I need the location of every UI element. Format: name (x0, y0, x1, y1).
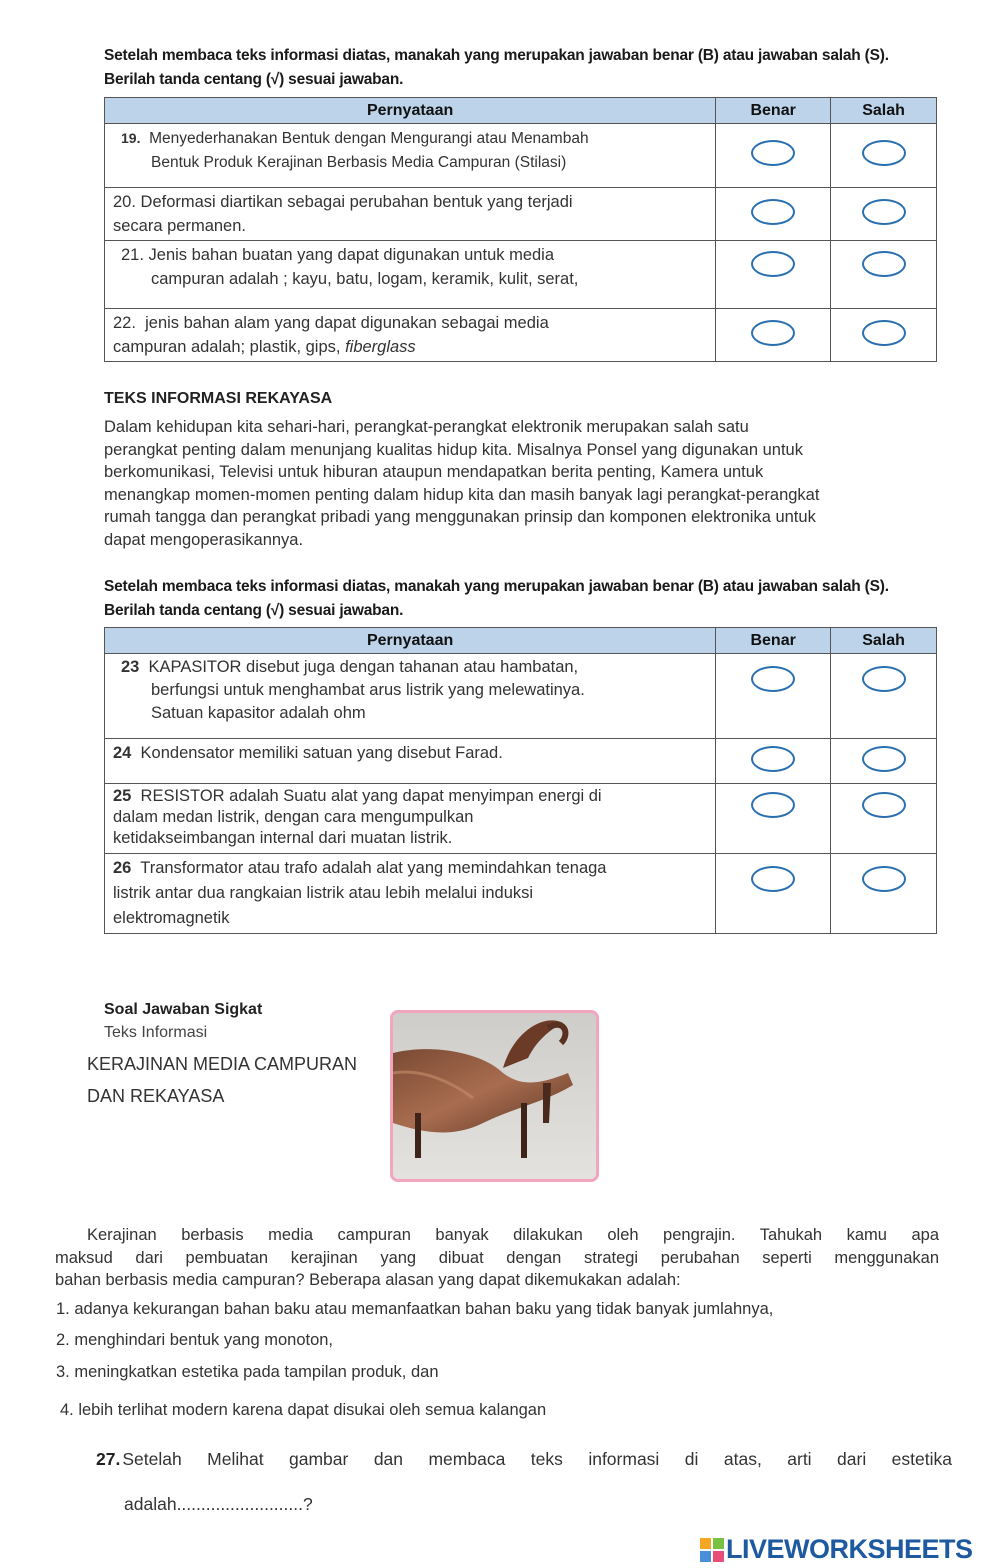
header-false: Salah (831, 98, 937, 124)
option-cell (831, 784, 937, 854)
liveworksheets-logo (700, 1534, 973, 1565)
reason-item: 4. lebih terlihat modern karena dapat disukai oleh semua kalangan (60, 1401, 547, 1419)
statement-23 (105, 654, 716, 739)
instruction-2-line2: Berilah tanda centang (√) sesuai jawaban. (104, 602, 404, 619)
question-27-line2 (124, 1494, 313, 1515)
question-27 (96, 1449, 952, 1470)
answer-salah-26[interactable] (862, 866, 906, 892)
rekayasa-paragraph (104, 416, 964, 551)
body-paragraph (55, 1224, 939, 1292)
reason-item: 2. menghindari bentuk yang monoton, (56, 1331, 334, 1349)
statement-line: campuran adalah ; kayu, batu, logam, keramik, kulit, serat, (151, 270, 579, 288)
row-number: 25 (113, 787, 132, 805)
answer-benar-25[interactable] (751, 792, 795, 818)
answer-benar-19[interactable] (751, 140, 795, 166)
table-header (105, 628, 937, 654)
statement-line: Transformator atau trafo adalah alat yang memindahkan tenaga (140, 859, 607, 877)
option-cell (716, 784, 831, 854)
statement-line: Jenis bahan buatan yang dapat digunakan untuk media (148, 246, 555, 264)
table-row (105, 309, 937, 362)
craft-illustration (393, 1013, 596, 1179)
header-statement: Pernyataan (105, 628, 716, 654)
logo-icon (700, 1538, 724, 1562)
statement-line: RESISTOR adalah Suatu alat yang dapat menyimpan energi di (140, 787, 602, 805)
true-false-table-2 (104, 627, 937, 934)
option-cell (716, 739, 831, 784)
table-header (105, 98, 937, 124)
statement-22 (105, 309, 716, 362)
statement-line: campuran adalah; plastik, gips, (113, 338, 346, 356)
answer-benar-24[interactable] (751, 746, 795, 772)
table-row (105, 124, 937, 188)
statement-line: berfungsi untuk menghambat arus listrik yang melewatinya. (151, 681, 585, 699)
answer-salah-25[interactable] (862, 792, 906, 818)
short-answer-title: Soal Jawaban Sigkat (104, 1001, 263, 1018)
craft-photo (390, 1010, 599, 1182)
table-row (105, 241, 937, 309)
statement-19 (105, 124, 716, 188)
paragraph-line: rumah tangga dan perangkat pribadi yang menggunakan prinsip dan komponen elektronika untuk (104, 508, 816, 526)
paragraph-line: Kerajinan berbasis media campuran banyak dilakukan oleh pengrajin. Tahukah kamu apa (87, 1226, 939, 1244)
statement-line: dalam medan listrik, dengan cara mengumpulkan (113, 808, 474, 826)
answer-benar-23[interactable] (751, 666, 795, 692)
paragraph-line: berkomunikasi, Televisi untuk hiburan ataupun mendapatkan berita penting, Kamera untuk (104, 463, 764, 481)
row-number: 21. (121, 246, 144, 264)
statement-line: Kondensator memiliki satuan yang disebut Farad. (140, 744, 503, 762)
header-statement: Pernyataan (105, 98, 716, 124)
question-text: Setelah Melihat gambar dan membaca teks informasi di atas, arti dari estetika (122, 1449, 952, 1469)
reason-item: 1. adanya kekurangan bahan baku atau memanfaatkan bahan baku yang tidak banyak jumlahnya, (56, 1300, 774, 1318)
row-number: 24 (113, 744, 132, 762)
instruction-2-line1: Setelah membaca teks informasi diatas, manakah yang merupakan jawaban benar (B) atau jawaban salah (S). (104, 578, 889, 595)
option-cell (831, 309, 937, 362)
table-row (105, 654, 937, 739)
statement-26 (105, 854, 716, 934)
answer-benar-20[interactable] (751, 199, 795, 225)
answer-salah-22[interactable] (862, 320, 906, 346)
answer-salah-23[interactable] (862, 666, 906, 692)
statement-24 (105, 739, 716, 784)
statement-line: jenis bahan alam yang dapat digunakan sebagai media (145, 314, 549, 332)
statement-line: elektromagnetik (113, 909, 230, 927)
short-answer-subtitle: Teks Informasi (104, 1024, 208, 1041)
statement-25 (105, 784, 716, 854)
statement-line: Deformasi diartikan sebagai perubahan bentuk yang terjadi (140, 193, 573, 211)
answer-benar-21[interactable] (751, 251, 795, 277)
table-row (105, 188, 937, 241)
instruction-1-line2: Berilah tanda centang (√) sesuai jawaban. (104, 71, 404, 88)
answer-benar-26[interactable] (751, 866, 795, 892)
option-cell (716, 124, 831, 188)
row-number: 22. (113, 314, 136, 332)
option-cell (831, 188, 937, 241)
option-cell (716, 188, 831, 241)
statement-line: Menyederhanakan Bentuk dengan Mengurangi atau Menambah (149, 130, 589, 147)
statement-line: listrik antar dua rangkaian listrik atau lebih melalui induksi (113, 884, 534, 902)
rekayasa-heading: TEKS INFORMASI REKAYASA (104, 390, 333, 407)
option-cell (716, 654, 831, 739)
instruction-2 (104, 575, 954, 623)
table-row (105, 784, 937, 854)
paragraph-line: maksud dari pembuatan kerajinan yang dibuat dengan strategi perubahan seperti menggunakan (55, 1248, 939, 1267)
statement-20 (105, 188, 716, 241)
answer-salah-20[interactable] (862, 199, 906, 225)
row-number: 19. (121, 130, 141, 146)
answer-salah-24[interactable] (862, 746, 906, 772)
table-row (105, 854, 937, 934)
header-false: Salah (831, 628, 937, 654)
true-false-table-1 (104, 97, 937, 362)
question-number: 27. (96, 1449, 121, 1469)
statement-21 (105, 241, 716, 309)
table-row (105, 739, 937, 784)
topic-title (87, 1048, 357, 1112)
paragraph-line: Dalam kehidupan kita sehari-hari, perangkat-perangkat elektronik merupakan salah satu (104, 418, 749, 436)
paragraph-line: perangkat penting dalam menunjang kualitas hidup kita. Misalnya Ponsel yang digunakan untuk (104, 440, 803, 459)
paragraph-line: dapat mengoperasikannya. (104, 530, 304, 549)
italic-term: fiberglass (345, 338, 416, 356)
answer-blank[interactable]: .......................... (176, 1494, 303, 1514)
statement-line: secara permanen. (113, 217, 246, 235)
option-cell (831, 739, 937, 784)
option-cell (831, 854, 937, 934)
option-cell (716, 854, 831, 934)
header-true: Benar (716, 628, 831, 654)
answer-benar-22[interactable] (751, 320, 795, 346)
row-number: 23 (121, 658, 140, 676)
row-number: 20. (113, 193, 136, 211)
brand-text: LIVEWORKSHEETS (726, 1534, 973, 1564)
paragraph-line: menangkap momen-momen penting dalam hidup kita dan masih banyak lagi perangkat-perangkat (104, 485, 820, 504)
row-number: 26 (113, 859, 132, 877)
option-cell (716, 241, 831, 309)
statement-line: ketidakseimbangan internal dari muatan listrik. (113, 829, 453, 847)
instruction-1 (104, 44, 954, 92)
instruction-1-line1: Setelah membaca teks informasi diatas, manakah yang merupakan jawaban benar (B) atau jawaban salah (S). (104, 47, 889, 64)
statement-line: Satuan kapasitor adalah ohm (151, 704, 366, 722)
statement-line: KAPASITOR disebut juga dengan tahanan atau hambatan, (148, 658, 579, 676)
header-true: Benar (716, 98, 831, 124)
option-cell (831, 241, 937, 309)
paragraph-line: bahan berbasis media campuran? Beberapa alasan yang dapat dikemukakan adalah: (55, 1271, 681, 1289)
option-cell (831, 124, 937, 188)
topic-line: KERAJINAN MEDIA CAMPURAN (87, 1054, 358, 1074)
question-text: adalah (124, 1494, 177, 1514)
option-cell (716, 309, 831, 362)
reason-item: 3. meningkatkan estetika pada tampilan produk, dan (56, 1363, 439, 1381)
topic-line: DAN REKAYASA (87, 1086, 225, 1106)
question-mark: ? (302, 1494, 313, 1514)
answer-salah-21[interactable] (862, 251, 906, 277)
option-cell (831, 654, 937, 739)
statement-line: Bentuk Produk Kerajinan Berbasis Media Campuran (Stilasi) (151, 154, 567, 171)
answer-salah-19[interactable] (862, 140, 906, 166)
